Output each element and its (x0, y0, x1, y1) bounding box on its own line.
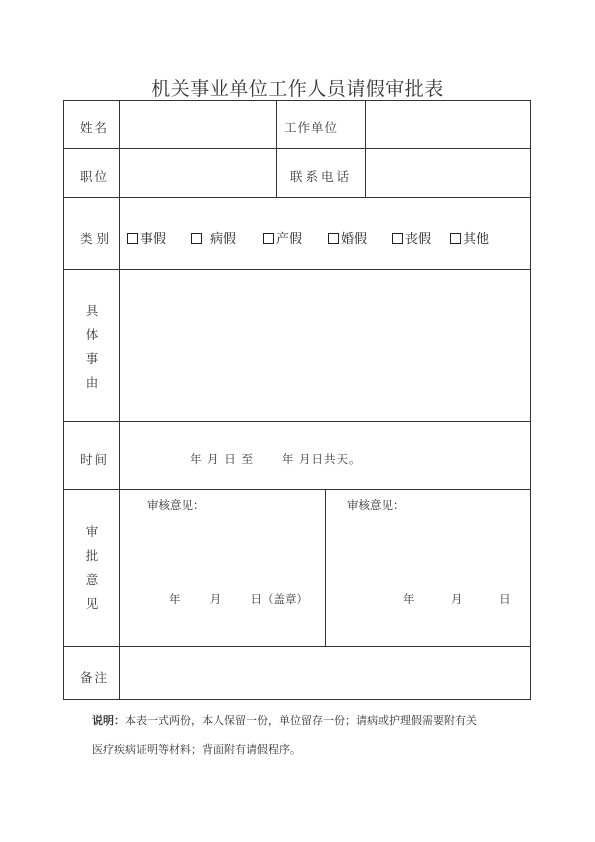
approval-label: 审 批 意 见 (85, 524, 99, 611)
column-divider (365, 101, 366, 197)
remark-label: 备注 (80, 670, 110, 685)
label-column-divider (119, 101, 120, 699)
right-review-heading: 审核意见： (347, 498, 405, 512)
option-marriage-leave[interactable]: 婚假 (328, 228, 367, 247)
checkbox-icon (263, 233, 274, 244)
note-line-2: 医疗疾病证明等材料；背面附有请假程序。 (92, 743, 301, 756)
column-divider (276, 101, 277, 197)
phone-field[interactable] (367, 150, 529, 196)
category-label: 类别 (80, 231, 114, 246)
remark-field[interactable] (121, 648, 529, 698)
time-label: 时间 (80, 452, 110, 467)
row-divider (64, 197, 530, 198)
phone-label: 联系电话 (290, 169, 353, 184)
checkbox-icon (392, 233, 403, 244)
option-sick-leave[interactable]: 病假 (191, 228, 236, 247)
leave-approval-form (63, 100, 531, 700)
reason-field[interactable] (121, 271, 529, 420)
name-label: 姓名 (80, 120, 110, 135)
left-review-heading: 审核意见： (147, 498, 205, 512)
note-prefix: 说明： (92, 714, 125, 727)
row-divider (64, 421, 530, 422)
work-unit-label: 工作单位 (284, 120, 339, 135)
position-label: 职位 (80, 169, 110, 184)
time-range-text: 年 月 日 至 年 月日共天。 (190, 452, 362, 466)
checkbox-icon (191, 233, 202, 244)
checkbox-icon (450, 233, 461, 244)
name-field[interactable] (121, 102, 275, 147)
position-field[interactable] (121, 150, 275, 196)
left-review-date: 年 月 日（盖章） (169, 592, 308, 606)
option-other-leave[interactable]: 其他 (450, 228, 489, 247)
approval-divider (325, 489, 326, 646)
row-divider (64, 269, 530, 270)
row-divider (64, 148, 530, 149)
option-maternity-leave[interactable]: 产假 (263, 228, 302, 247)
reason-label: 具 体 事 由 (85, 303, 99, 390)
work-unit-field[interactable] (367, 102, 529, 147)
checkbox-icon (328, 233, 339, 244)
checkbox-icon (127, 233, 138, 244)
row-divider (64, 646, 530, 647)
option-personal-leave[interactable]: 事假 (127, 228, 166, 247)
right-review-date: 年 月 日 (403, 592, 511, 606)
form-title: 机关事业单位工作人员请假审批表 (151, 78, 444, 100)
option-bereavement-leave[interactable]: 丧假 (392, 228, 431, 247)
note-line-1: 说明：本表一式两份，本人保留一份，单位留存一份；请病或护理假需要附有关 (92, 714, 477, 727)
row-divider (64, 489, 530, 490)
